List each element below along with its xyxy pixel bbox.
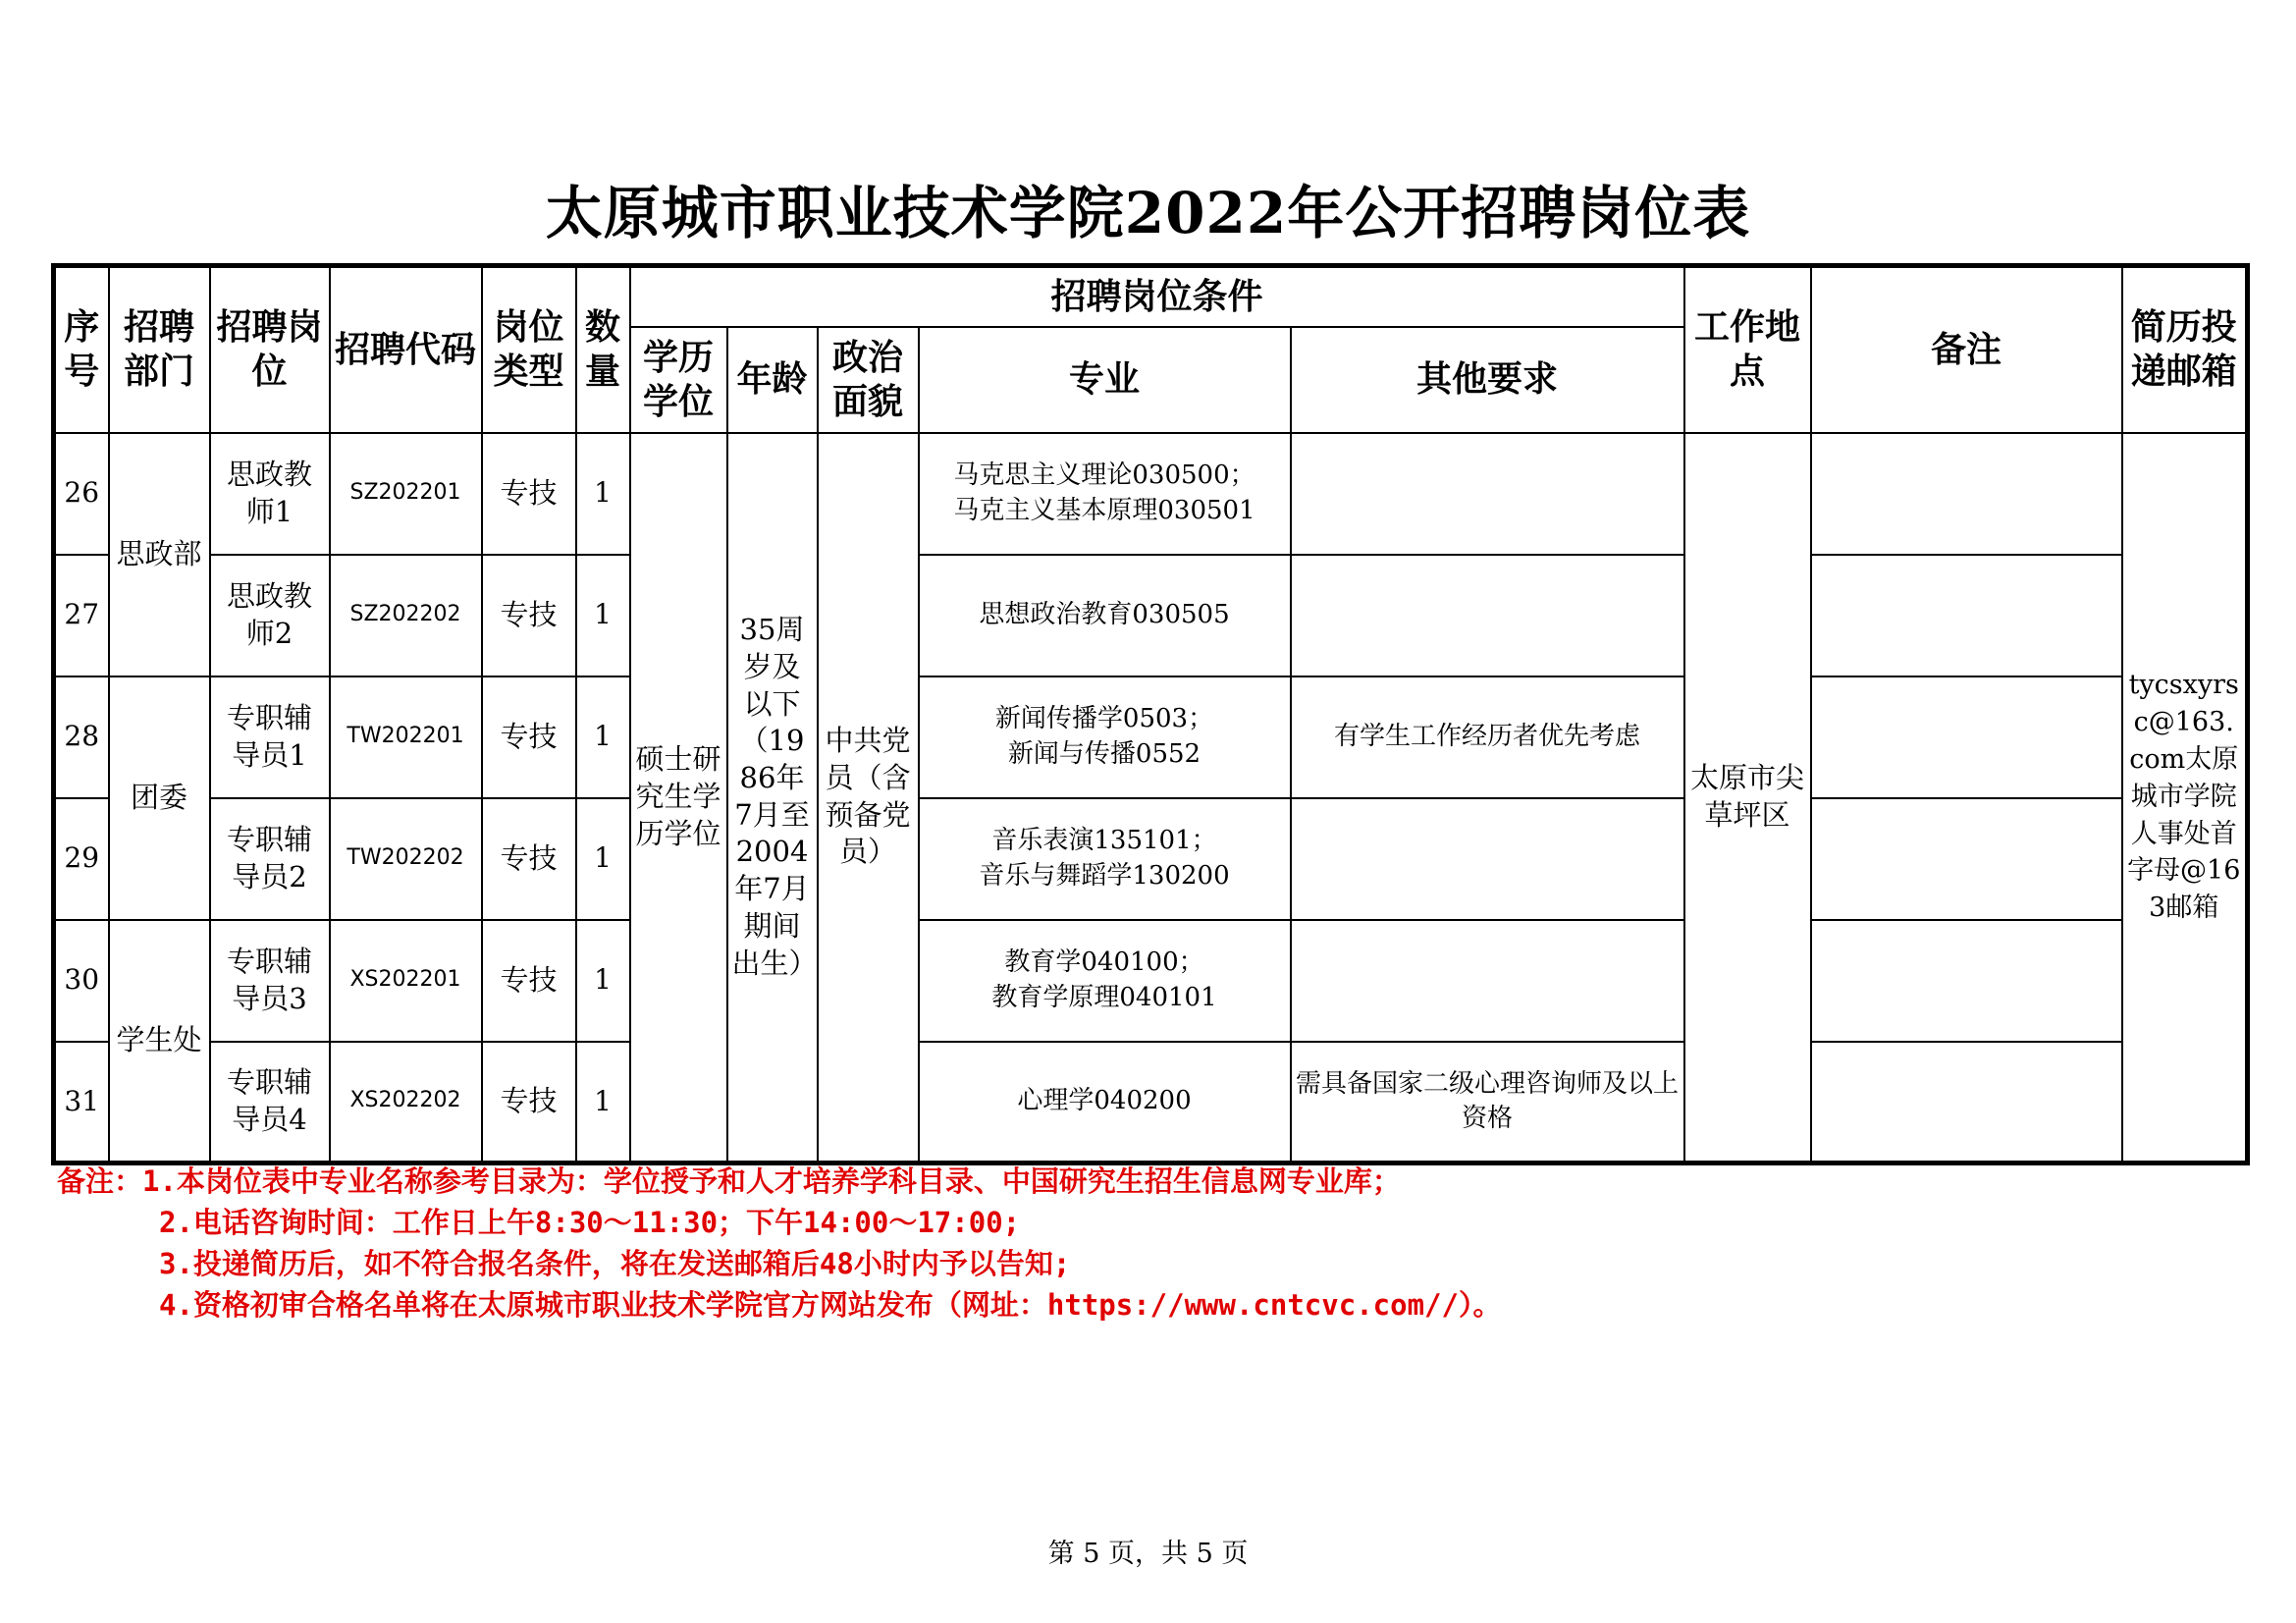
header-edu: 学历学位: [630, 327, 727, 433]
other-cell: 需具备国家二级心理咨询师及以上资格: [1291, 1042, 1684, 1163]
header-count: 数量: [576, 266, 630, 433]
count-cell: 1: [576, 798, 630, 920]
code-cell: SZ202201: [330, 433, 482, 555]
header-conditions: 招聘岗位条件: [630, 266, 1684, 327]
major-cell: 新闻传播学0503； 新闻与传播0552: [919, 676, 1291, 798]
seq-cell: 27: [54, 555, 109, 676]
notes-block: [57, 1161, 1501, 1325]
note-line: 4.资格初审合格名单将在太原城市职业技术学院官方网站发布（网址：https://www.cntcvc.com//）。: [159, 1288, 1502, 1322]
post-cell: 专职辅导员1: [210, 676, 330, 798]
dept-cell: 思政部: [109, 433, 210, 676]
type-cell: 专技: [482, 920, 576, 1042]
type-cell: 专技: [482, 555, 576, 676]
edu-cell: 硕士研究生学历学位: [630, 433, 727, 1163]
header-post: 招聘岗位: [210, 266, 330, 433]
dept-cell: 学生处: [109, 920, 210, 1163]
major-cell: 音乐表演135101； 音乐与舞蹈学130200: [919, 798, 1291, 920]
type-cell: 专技: [482, 798, 576, 920]
code-cell: TW202201: [330, 676, 482, 798]
seq-cell: 28: [54, 676, 109, 798]
politics-cell: 中共党员（含预备党员）: [818, 433, 919, 1163]
seq-cell: 29: [54, 798, 109, 920]
page-title: 太原城市职业技术学院2022年公开招聘岗位表: [545, 180, 1751, 246]
remark-cell: [1811, 555, 2122, 676]
header-major: 专业: [919, 327, 1291, 433]
header-remark: 备注: [1811, 266, 2122, 433]
code-cell: XS202201: [330, 920, 482, 1042]
code-cell: XS202202: [330, 1042, 482, 1163]
count-cell: 1: [576, 433, 630, 555]
header-code: 招聘代码: [330, 266, 482, 433]
remark-cell: [1811, 920, 2122, 1042]
remark-cell: [1811, 1042, 2122, 1163]
table-row: [54, 798, 2248, 920]
table-row: [54, 433, 2248, 555]
other-cell: [1291, 920, 1684, 1042]
note-line: 备注：1.本岗位表中专业名称参考目录为：学位授予和人才培养学科目录、中国研究生招生信息网专业库；: [57, 1164, 1401, 1198]
remark-cell: [1811, 433, 2122, 555]
table-row: [54, 555, 2248, 676]
seq-cell: 30: [54, 920, 109, 1042]
seq-cell: 31: [54, 1042, 109, 1163]
note-line: 2.电话咨询时间：工作日上午8:30～11:30；下午14:00～17:00;: [159, 1206, 1021, 1239]
header-dept: 招聘部门: [109, 266, 210, 433]
note-line: 3.投递简历后，如不符合报名条件，将在发送邮箱后48小时内予以告知;: [159, 1247, 1071, 1280]
header-location: 工作地点: [1684, 266, 1811, 433]
count-cell: 1: [576, 676, 630, 798]
header-seq: 序号: [54, 266, 109, 433]
other-cell: 有学生工作经历者优先考虑: [1291, 676, 1684, 798]
header-type: 岗位类型: [482, 266, 576, 433]
major-cell: 教育学040100； 教育学原理040101: [919, 920, 1291, 1042]
major-cell: 思想政治教育030505: [919, 555, 1291, 676]
header-email: 简历投递邮箱: [2122, 266, 2248, 433]
location-cell: 太原市尖草坪区: [1684, 433, 1811, 1163]
other-cell: [1291, 555, 1684, 676]
dept-cell: 团委: [109, 676, 210, 920]
post-cell: 专职辅导员2: [210, 798, 330, 920]
header-age: 年龄: [727, 327, 818, 433]
remark-cell: [1811, 676, 2122, 798]
other-cell: [1291, 433, 1684, 555]
age-cell: 35周岁及以下（1986年7月至2004年7月期间出生）: [727, 433, 818, 1163]
type-cell: 专技: [482, 433, 576, 555]
major-cell: 马克思主义理论030500； 马克主义基本原理030501: [919, 433, 1291, 555]
code-cell: TW202202: [330, 798, 482, 920]
table-row: [54, 676, 2248, 798]
type-cell: 专技: [482, 1042, 576, 1163]
other-cell: [1291, 798, 1684, 920]
type-cell: 专技: [482, 676, 576, 798]
count-cell: 1: [576, 555, 630, 676]
remark-cell: [1811, 798, 2122, 920]
page-footer: 第 5 页，共 5 页: [1047, 1539, 1249, 1569]
major-cell: 心理学040200: [919, 1042, 1291, 1163]
post-cell: 思政教师1: [210, 433, 330, 555]
post-cell: 思政教师2: [210, 555, 330, 676]
post-cell: 专职辅导员3: [210, 920, 330, 1042]
post-cell: 专职辅导员4: [210, 1042, 330, 1163]
count-cell: 1: [576, 1042, 630, 1163]
header-other: 其他要求: [1291, 327, 1684, 433]
table-row: [54, 1042, 2248, 1163]
count-cell: 1: [576, 920, 630, 1042]
header-politics: 政治面貌: [818, 327, 919, 433]
recruitment-table: [51, 263, 2250, 1165]
code-cell: SZ202202: [330, 555, 482, 676]
seq-cell: 26: [54, 433, 109, 555]
email-cell: tycsxyrsc@163.com太原城市学院人事处首字母@163邮箱: [2122, 433, 2248, 1163]
table-row: [54, 920, 2248, 1042]
